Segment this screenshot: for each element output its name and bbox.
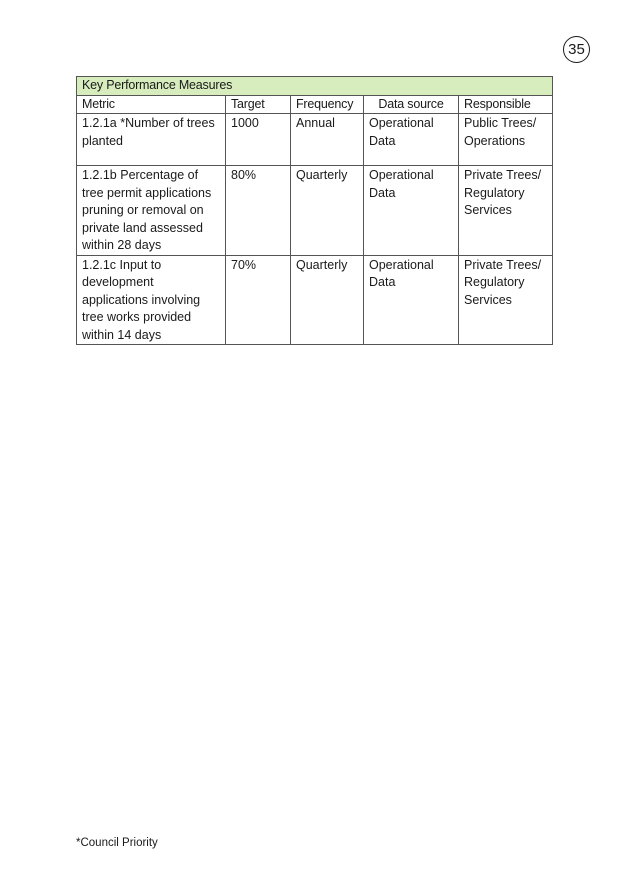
data-source-cell: Operational Data [364, 166, 459, 256]
metric-cell: 1.2.1c Input to development applications involving tree works provided within 14 days [77, 255, 226, 345]
target-cell: 1000 [226, 114, 291, 166]
data-source-cell: Operational Data [364, 114, 459, 166]
frequency-cell: Quarterly [291, 255, 364, 345]
target-cell: 70% [226, 255, 291, 345]
table-title: Key Performance Measures [77, 77, 553, 96]
target-cell: 80% [226, 166, 291, 256]
key-performance-measures-table [76, 76, 553, 345]
header-target: Target [226, 95, 291, 114]
responsible-cell: Private Trees/ Regulatory Services [459, 255, 553, 345]
page-number: 35 [563, 36, 590, 63]
frequency-cell: Quarterly [291, 166, 364, 256]
table-row [77, 166, 553, 256]
header-frequency: Frequency [291, 95, 364, 114]
footnote: *Council Priority [76, 837, 158, 849]
responsible-cell: Private Trees/ Regulatory Services [459, 166, 553, 256]
header-metric: Metric [77, 95, 226, 114]
table-row [77, 114, 553, 166]
header-data-source: Data source [364, 95, 459, 114]
data-source-cell: Operational Data [364, 255, 459, 345]
header-responsible: Responsible [459, 95, 553, 114]
responsible-cell: Public Trees/ Operations [459, 114, 553, 166]
metric-cell: 1.2.1a *Number of trees planted [77, 114, 226, 166]
metric-cell: 1.2.1b Percentage of tree permit applications pruning or removal on private land assessed within 28 days [77, 166, 226, 256]
frequency-cell: Annual [291, 114, 364, 166]
table-row [77, 255, 553, 345]
